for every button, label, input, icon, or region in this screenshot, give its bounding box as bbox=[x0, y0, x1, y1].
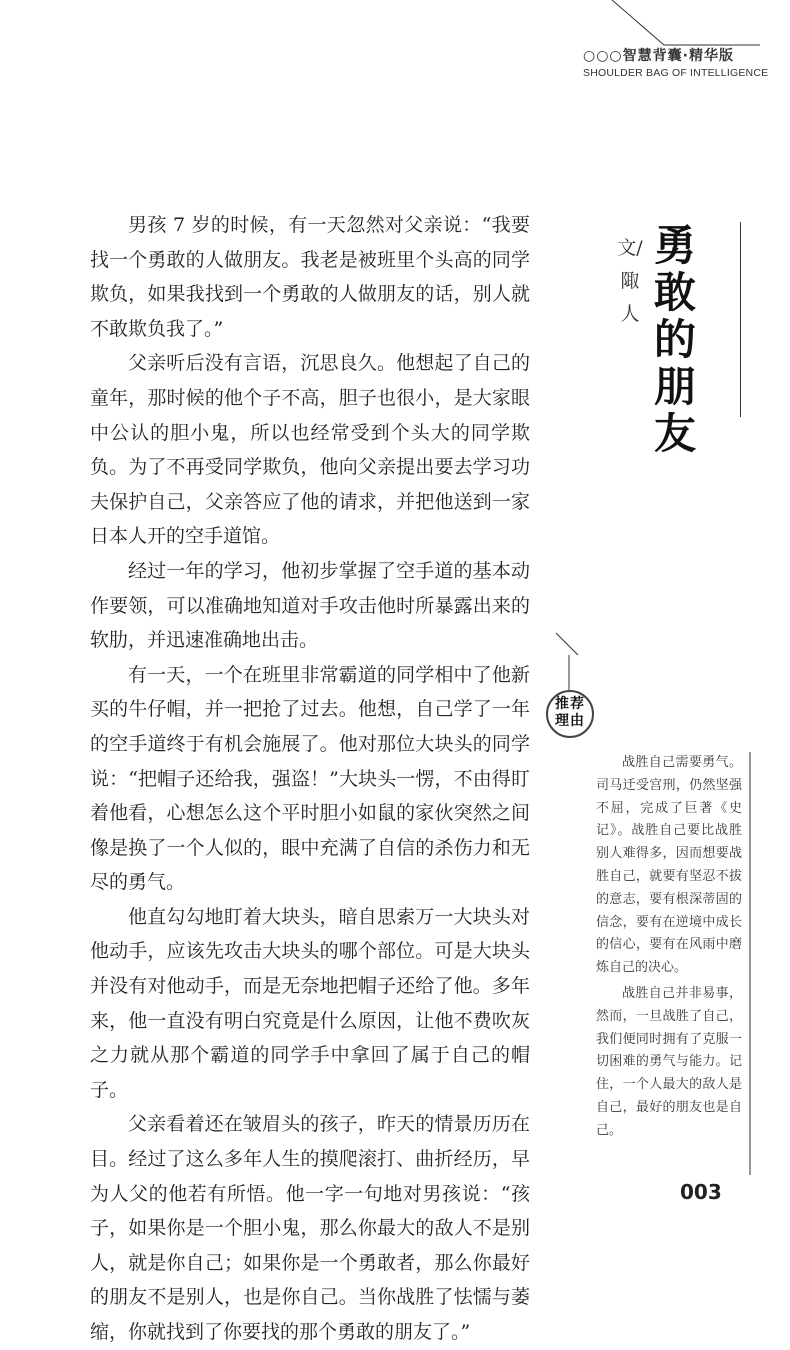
article-paragraph: 父亲看着还在皱眉头的孩子，昨天的情景历历在目。经过了这么多年人生的摸爬滚打、曲折经历，早为人父的他若有所悟。他一字一句地对男孩说：“孩子，如果你是一个胆小鬼，那么你最大的敌人不是别人，就是你自己；如果你是一个勇敢者，那么你最好的朋友不是别人，也是你自己。当你战胜了怯懦与萎缩，你就找到了你要找的那个勇敢的朋友了。” bbox=[90, 1113, 530, 1343]
article-paragraph: 男孩 7 岁的时候，有一天忽然对父亲说：“我要找一个勇敢的人做朋友。我老是被班里个头高的同学欺负，如果我找到一个勇敢的人做朋友的话，别人就不敢欺负我了。” bbox=[90, 214, 530, 340]
article-title: 勇敢的朋友 bbox=[653, 221, 696, 458]
article-paragraph: 父亲听后没有言语，沉思良久。他想起了自己的童年，那时候的他个子不高，胆子也很小，是大家眼中公认的胆小鬼，所以也经常受到个头大的同学欺负。为了不再受同学欺负，他向父亲提出要去学习功夫保护自己，父亲答应了他的请求，并把他送到一家日本人开的空手道馆。 bbox=[90, 352, 530, 548]
article-author: 文/陬 人 bbox=[617, 237, 643, 325]
recommend-paragraph: 战胜自己需要勇气。司马迁受宫刑，仍然坚强不屈，完成了巨著《史记》。战胜自己要比战胜别人难得多，因而想要战胜自己，就要有坚忍不拔的意志，要有根深蒂固的信念，要有在逆境中成长的信心，要有在风雨中磨炼自己的决心。 bbox=[596, 755, 742, 976]
article-paragraph: 有一天，一个在班里非常霸道的同学相中了他新买的牛仔帽，并一把抢了过去。他想，自己学了一年的空手道终于有机会施展了。他对那位大块头的同学说：“把帽子还给我，强盗！”大块头一愣，不由得盯着他看，心想怎么这个平时胆小如鼠的家伙突然之间像是换了一个人似的，眼中充满了自信的杀伤力和无尽的勇气。 bbox=[90, 663, 530, 894]
header-title: ○○○智慧背囊·精华版 bbox=[583, 48, 734, 64]
badge-line-2: 理由 bbox=[555, 713, 585, 729]
article-paragraph: 他直勾勾地盯着大块头，暗自思索万一大块头对他动手，应该先攻击大块头的哪个部位。可是大块头并没有对他动手，而是无奈地把帽子还给了他。多年来，他一直没有明白究竟是什么原因，让他不费吹灰之力就从那个霸道的同学手中拿回了属于自己的帽子。 bbox=[90, 905, 530, 1101]
badge-line-1: 推荐 bbox=[555, 696, 585, 712]
recommend-paragraph: 战胜自己并非易事，然而，一旦战胜了自己，我们便同时拥有了克服一切困难的勇气与能力。记住，一个人最大的敌人是自己，最好的朋友也是自己。 bbox=[596, 985, 742, 1138]
page-number: 003 bbox=[680, 1180, 722, 1204]
header-subtitle: SHOULDER BAG OF INTELLIGENCE bbox=[583, 67, 769, 79]
article-paragraph: 经过一年的学习，他初步掌握了空手道的基本动作要领，可以准确地知道对手攻击他时所暴露出来的软肋，并迅速准确地出击。 bbox=[90, 559, 530, 652]
recommend-badge bbox=[546, 690, 594, 738]
recommend-text bbox=[596, 752, 742, 1146]
